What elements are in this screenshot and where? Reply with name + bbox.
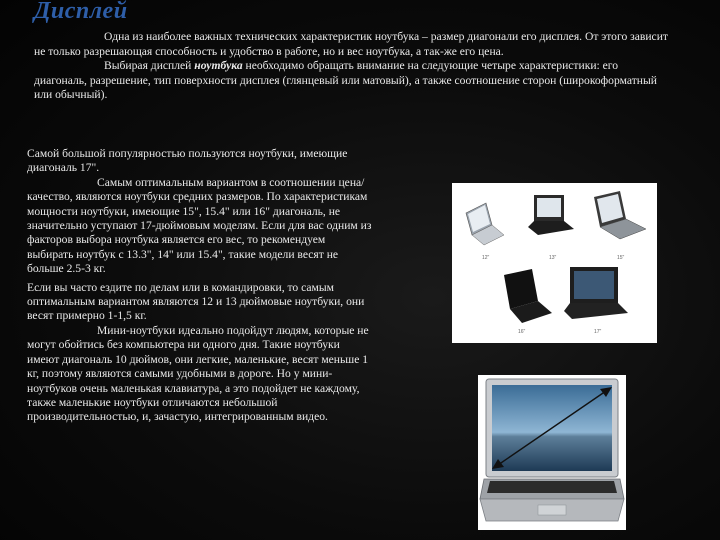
laptop-diagonal-image — [480, 379, 624, 521]
laptop-17-image — [564, 267, 628, 319]
intro-p2-end: необходимо обращать внимание на следующие четыре характеристики: его диагональ, разрешение, тип поверхности дисплея (глянцевый или матовый), а также соотношение сторон (широкоформатный или обычный). — [34, 59, 657, 102]
laptop-diagonal-photo — [478, 375, 626, 530]
slide-title: Дисплей — [34, 0, 128, 24]
body-paragraph-4: Мини-ноутбуки идеально подойдут людям, которые не могут обойтись без компьютера ни одного дня. Такие ноутбуки имеют диагональ 10 дюймов, они легкие, маленькие, весят меньше 1 кг, поэтому являются самыми удобными в дороге. Но у мини-ноутбуков очень маленькая клавиатура, а это подойдет не каждому, также маленькие ноутбуки отличаются небольшой производительностью, и, зачастую, интегрированным видео. — [27, 323, 369, 424]
body-paragraph-1: Самой большой популярностью пользуются ноутбуки, имеющие диагональ 17". — [27, 147, 348, 175]
laptop-sizes-photo — [452, 183, 657, 343]
label-15: 15" — [617, 255, 625, 261]
intro-paragraph-1: Одна из наиболее важных технических характеристик ноутбука – размер диагонали его дисплея. От этого зависит не только разрешающая способность и удобство в работе, но и вес ноутбука, а так-же его цена. — [34, 30, 668, 58]
label-12: 12" — [482, 255, 490, 261]
intro-p2-emphasis: ноутбука — [194, 59, 243, 73]
laptop-12-image — [466, 203, 504, 245]
laptop-15-image — [594, 191, 646, 239]
label-16: 16" — [518, 329, 526, 335]
laptop-16-image — [504, 269, 552, 323]
label-17: 17" — [594, 329, 602, 335]
laptop-13-image — [528, 195, 574, 235]
body-text — [27, 147, 372, 425]
label-13: 13" — [549, 255, 557, 261]
body-paragraph-3: Если вы часто ездите по делам или в командировки, то самым оптимальным вариантом являются 12 и 13 дюймовые ноутбуки, они весят примерно 1-1,5 кг. — [27, 280, 365, 323]
body-paragraph-2: Самым оптимальным вариантом в соотношении цена/качество, являются ноутбуки средних размеров. По характеристикам мощности ноутбуки, имеющие 15", 15.4" или 16" диагональ, не значительно уступают 17-дюймовым моделям. Если для вас одним из факторов выбора ноутбука является его вес, то рекомендуем выбирать ноутбук с 13.3", 14" или 15.4", такие модели весят не больше 2.5-3 кг. — [27, 175, 372, 276]
intro-p2-start: Выбирая дисплей — [104, 59, 195, 73]
intro-paragraph-2 — [34, 59, 670, 103]
intro-text — [34, 30, 670, 103]
